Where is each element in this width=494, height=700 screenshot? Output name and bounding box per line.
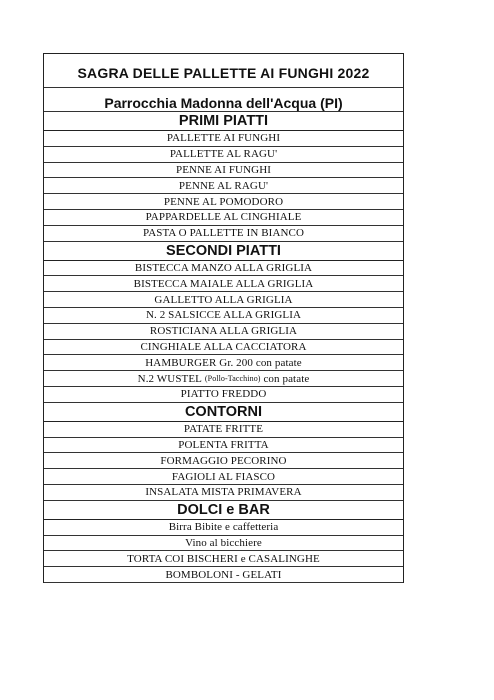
menu-item-wustel-note: (Pollo-Tacchino) [204,374,261,384]
menu-item: BISTECCA MANZO ALLA GRIGLIA [44,261,403,277]
menu-item: N. 2 SALSICCE ALLA GRIGLIA [44,308,403,324]
menu-item: PENNE AI FUNGHI [44,163,403,179]
menu-item: BOMBOLONI - GELATI [44,567,403,583]
menu-item: PIATTO FREDDO [44,387,403,403]
menu-item: CINGHIALE ALLA CACCIATORA [44,340,403,356]
menu-item: POLENTA FRITTA [44,438,403,454]
menu-item: HAMBURGER Gr. 200 con patate [44,355,403,371]
menu-item: FAGIOLI AL FIASCO [44,469,403,485]
menu-item: BISTECCA MAIALE ALLA GRIGLIA [44,276,403,292]
menu-item: PAPPARDELLE AL CINGHIALE [44,210,403,226]
section-heading-contorni: CONTORNI [44,403,403,422]
menu-item: INSALATA MISTA PRIMAVERA [44,485,403,501]
menu-item: GALLETTO ALLA GRIGLIA [44,292,403,308]
section-heading-secondi: SECONDI PIATTI [44,242,403,261]
menu-item: PATATE FRITTE [44,422,403,438]
menu-item: PENNE AL POMODORO [44,194,403,210]
menu-subtitle: Parrocchia Madonna dell'Acqua (PI) [44,88,403,112]
menu-item: FORMAGGIO PECORINO [44,453,403,469]
section-heading-dolci: DOLCI e BAR [44,501,403,520]
section-heading-primi: PRIMI PIATTI [44,112,403,131]
menu-table [43,53,404,583]
menu-item-wustel-main: N.2 WUSTEL [137,372,203,385]
menu-item: PASTA O PALLETTE IN BIANCO [44,226,403,242]
menu-item: TORTA COI BISCHERI e CASALINGHE [44,551,403,567]
menu-item: PENNE AL RAGU' [44,178,403,194]
menu-item: ROSTICIANA ALLA GRIGLIA [44,324,403,340]
menu-item: PALLETTE AL RAGU' [44,147,403,163]
menu-item: PALLETTE AI FUNGHI [44,131,403,147]
menu-item: Vino al bicchiere [44,536,403,552]
menu-item: Birra Bibite e caffetteria [44,520,403,536]
menu-title: SAGRA DELLE PALLETTE AI FUNGHI 2022 [44,54,403,88]
menu-item-wustel-tail: con patate [263,372,310,385]
menu-item-wustel [44,371,403,387]
